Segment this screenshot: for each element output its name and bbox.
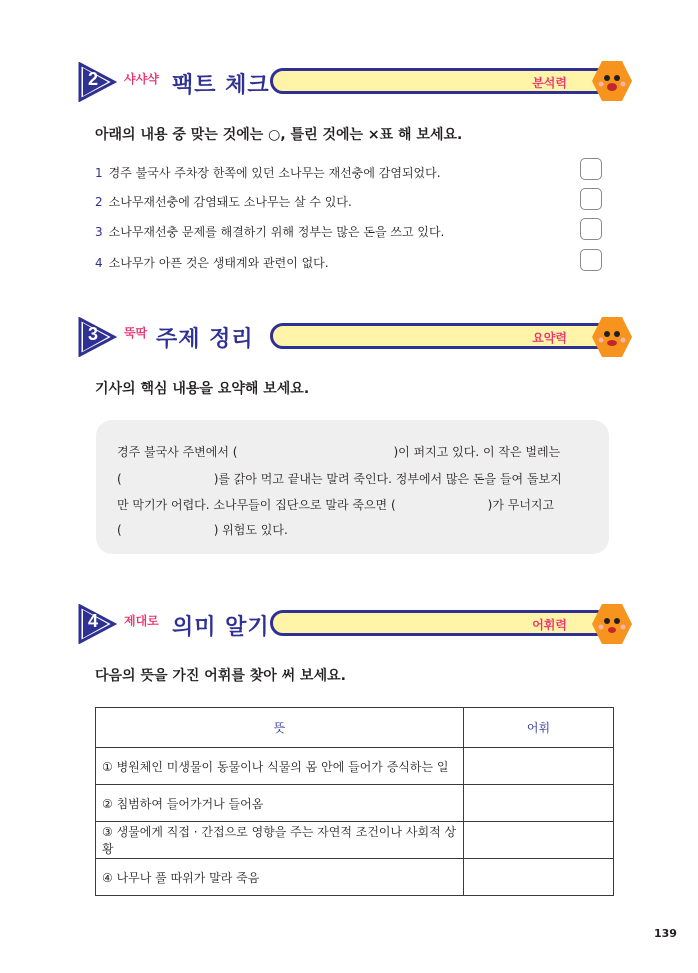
summary-text: (: [117, 523, 122, 537]
word-answer-cell[interactable]: [464, 822, 614, 859]
section-instruction: 기사의 핵심 내용을 요약해 보세요.: [95, 381, 310, 397]
quiz-text: 소나무재선충 문제를 해결하기 위해 정부는 많은 돈을 쓰고 있다.: [108, 225, 445, 239]
mascot-icon: [588, 57, 636, 105]
word-answer-cell[interactable]: [464, 748, 614, 785]
meaning-cell: ① 병원체인 미생물이 동물이나 식물의 몸 안에 들어가 증식하는 일: [96, 748, 464, 785]
quiz-number: 1: [95, 166, 103, 180]
section-instruction: 다음의 뜻을 가진 어휘를 찾아 써 보세요.: [95, 668, 346, 684]
section-number: 2: [88, 69, 99, 89]
summary-text: )가 무너지고: [487, 498, 555, 512]
section-kicker: 샤샤샥: [124, 72, 159, 86]
section-title: 의미 알기: [172, 615, 270, 640]
summary-text: 경주 불국사 주변에서 (: [117, 445, 238, 459]
section-number: 3: [88, 324, 99, 344]
vocab-table: [95, 707, 614, 896]
word-answer-cell[interactable]: [464, 859, 614, 896]
quiz-text: 경주 불국사 주차장 한쪽에 있던 소나무는 재선충에 감염되었다.: [108, 166, 441, 180]
summary-line-3: [117, 496, 554, 513]
mascot-icon: [588, 313, 636, 361]
summary-text: ) 위험도 있다.: [213, 523, 288, 537]
answer-box-4[interactable]: [580, 249, 602, 271]
quiz-number: 4: [95, 256, 103, 270]
table-row: [96, 785, 614, 822]
quiz-item-3: [95, 223, 444, 240]
summary-line-1: [117, 443, 560, 460]
quiz-number: 2: [95, 195, 103, 209]
summary-text: 만 막기가 어렵다. 소나무들이 집단으로 말라 죽으면 (: [117, 498, 396, 512]
section-bar: [270, 610, 610, 636]
section-2-number-badge: [78, 62, 118, 102]
quiz-text: 소나무재선충에 감염돼도 소나무는 살 수 있다.: [108, 195, 352, 209]
meaning-cell: ② 침범하여 들어가거나 들어옴: [96, 785, 464, 822]
table-row: [96, 822, 614, 859]
section-number: 4: [88, 611, 99, 631]
section-bar: [270, 323, 610, 349]
answer-box-2[interactable]: [580, 188, 602, 210]
meaning-cell: ③ 생물에게 직접 · 간접으로 영향을 주는 자연적 조건이나 사회적 상황: [96, 822, 464, 859]
skill-tag: 어휘력: [532, 618, 567, 632]
section-3-number-badge: [78, 317, 118, 357]
meaning-cell: ④ 나무나 풀 따위가 말라 죽음: [96, 859, 464, 896]
table-row: [96, 748, 614, 785]
summary-text: )이 퍼지고 있다. 이 작은 벌레는: [393, 445, 561, 459]
skill-tag: 요약력: [532, 331, 567, 345]
answer-box-1[interactable]: [580, 158, 602, 180]
answer-box-3[interactable]: [580, 218, 602, 240]
section-title: 팩트 체크: [172, 73, 270, 98]
section-bar: [270, 68, 610, 94]
section-4-number-badge: [78, 604, 118, 644]
quiz-text: 소나무가 아픈 것은 생태계와 관련이 없다.: [108, 256, 329, 270]
table-row: [96, 859, 614, 896]
table-header-row: [96, 708, 614, 748]
section-kicker: 제대로: [124, 614, 159, 628]
header-meaning: 뜻: [96, 708, 464, 748]
header-word: 어휘: [464, 708, 614, 748]
mascot-icon: [588, 600, 636, 648]
section-instruction: 아래의 내용 중 맞는 것에는 ○, 틀린 것에는 ×표 해 보세요.: [95, 127, 463, 143]
section-title: 주제 정리: [156, 327, 254, 352]
section-kicker: 뚝딱: [124, 326, 148, 340]
quiz-item-4: [95, 254, 329, 271]
word-answer-cell[interactable]: [464, 785, 614, 822]
summary-text: )를 갉아 먹고 끝내는 말려 죽인다. 정부에서 많은 돈을 들여 돌보지: [213, 472, 562, 486]
summary-line-4: [117, 521, 288, 538]
summary-line-2: [117, 470, 562, 487]
summary-text: (: [117, 472, 122, 486]
quiz-item-1: [95, 164, 441, 181]
skill-tag: 분석력: [532, 76, 567, 90]
page-number: 139: [654, 927, 677, 940]
quiz-item-2: [95, 193, 352, 210]
quiz-number: 3: [95, 225, 103, 239]
